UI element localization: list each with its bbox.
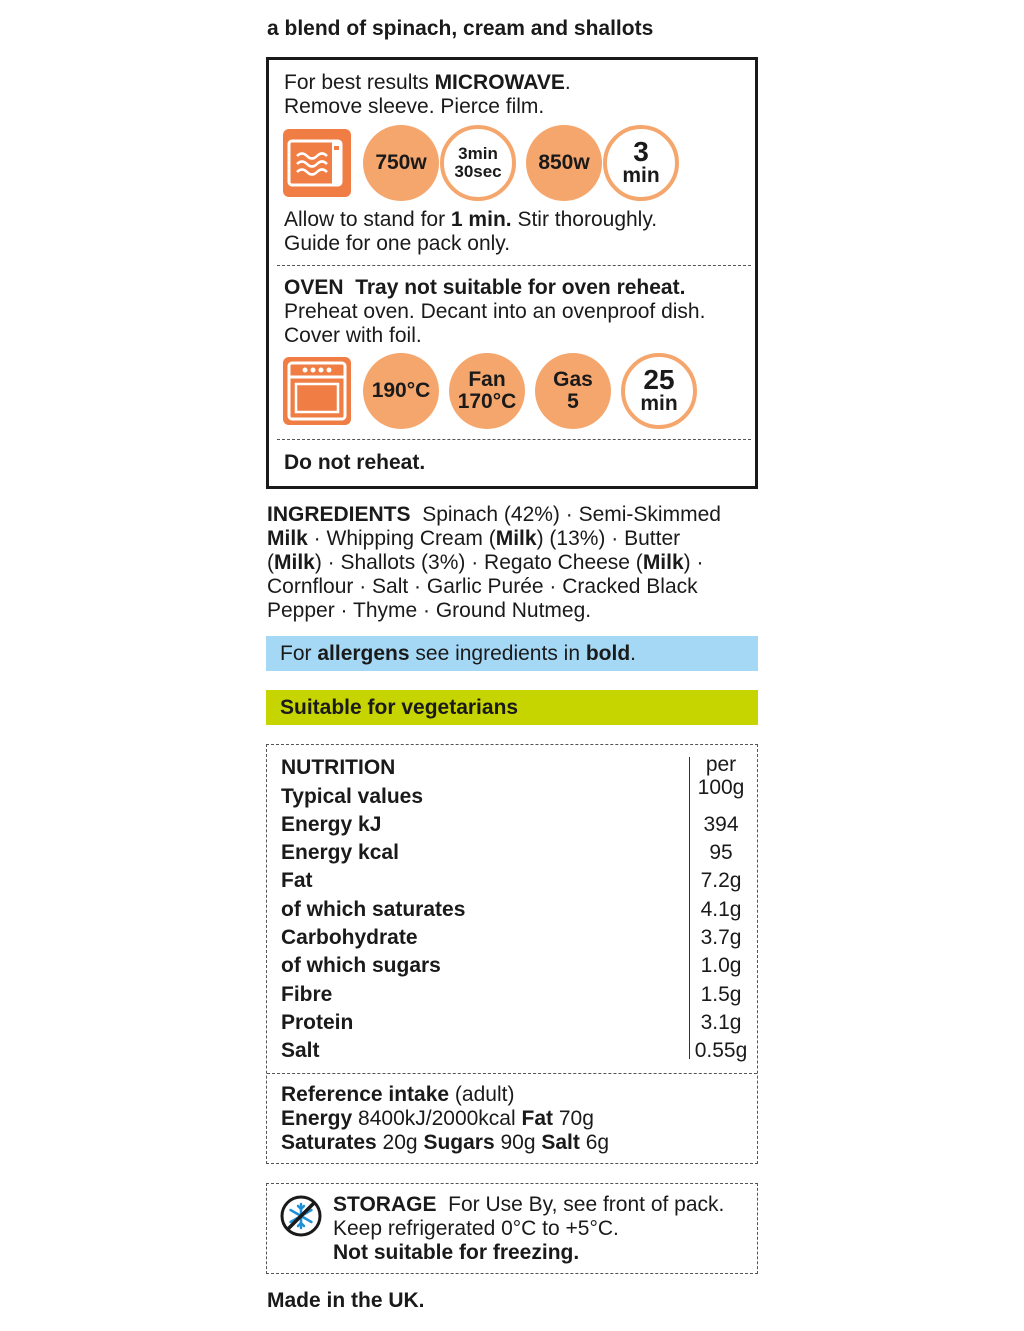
nutrition-title: NUTRITION (281, 756, 396, 779)
nutrition-row-label: Salt (281, 1039, 320, 1062)
ingredients: INGREDIENTS Spinach (42%) · Semi-Skimmed Milk · Whipping Cream (Milk) (13%) · Butter (Milk) · Shallots (3%) · Regato Cheese (Milk) · Cornflour · Salt · Garlic Purée · Cracked Black Pepper · Thyme · Ground Nutmeg. (267, 503, 721, 622)
nutrition-row-label: Energy kcal (281, 841, 399, 864)
nutrition-row-label: Fibre (281, 983, 333, 1006)
storage-text: STORAGE For Use By, see front of pack. Keep refrigerated 0°C to +5°C. Not suitable for freezing. (333, 1193, 725, 1264)
oven-temp: 190°C (363, 353, 439, 429)
nutrition-row-value: 1.0g (700, 954, 742, 977)
nutrition-table (266, 744, 758, 1164)
microwave-time-850: 3 min (603, 125, 679, 201)
nutrition-row-label: Protein (281, 1011, 354, 1034)
nutrition-row-value: 4.1g (700, 898, 742, 921)
nutrition-subtitle: Typical values (281, 785, 424, 808)
per-100g-header: per 100g (697, 753, 745, 799)
no-freezing-icon (279, 1194, 323, 1243)
microwave-stand-note: Allow to stand for 1 min. Stir thoroughly. Guide for one pack only. (284, 208, 658, 255)
origin: Made in the UK. (267, 1289, 425, 1312)
reference-intake: Reference intake (adult) Energy 8400kJ/2000kcal Fat 70g Saturates 20g Sugars 90g Salt 6g (281, 1083, 610, 1154)
nutrition-row-value: 3.1g (700, 1011, 742, 1034)
nutrition-row-value: 95 (709, 841, 733, 864)
microwave-time-750: 3min 30sec (440, 125, 516, 201)
nutrition-row-label: Carbohydrate (281, 926, 418, 949)
nutrition-row-value: 3.7g (700, 926, 742, 949)
oven-instructions: OVEN Tray not suitable for oven reheat. Preheat oven. Decant into an ovenproof dish. Cover with foil. (284, 276, 706, 347)
nutrition-row-value: 394 (703, 813, 739, 836)
nutrition-row-value: 7.2g (700, 869, 742, 892)
oven-fan-temp: Fan 170°C (449, 353, 525, 429)
divider (277, 265, 751, 266)
microwave-power-750: 750w (363, 125, 439, 201)
oven-icon (283, 357, 351, 425)
nutrition-row-value: 1.5g (700, 983, 742, 1006)
allergen-notice: For allergens see ingredients in bold. (266, 636, 758, 671)
nutrition-row-label: Energy kJ (281, 813, 382, 836)
microwave-icon (283, 129, 351, 197)
nutrition-row-label: Fat (281, 869, 313, 892)
no-reheat-note: Do not reheat. (284, 451, 426, 474)
microwave-power-850: 850w (526, 125, 602, 201)
nutrition-row-value: 0.55g (694, 1039, 748, 1062)
divider (267, 1073, 757, 1074)
cooking-instructions-box (266, 57, 758, 489)
oven-time: 25 min (621, 353, 697, 429)
oven-gas-mark: Gas 5 (535, 353, 611, 429)
product-subtitle: a blend of spinach, cream and shallots (267, 17, 654, 40)
nutrition-row-label: of which saturates (281, 898, 466, 921)
storage-box (266, 1183, 758, 1274)
nutrition-row-label: of which sugars (281, 954, 441, 977)
microwave-intro: For best results MICROWAVE. Remove sleeve. Pierce film. (284, 71, 571, 118)
divider (277, 439, 751, 440)
vegetarian-badge: Suitable for vegetarians (266, 690, 758, 725)
